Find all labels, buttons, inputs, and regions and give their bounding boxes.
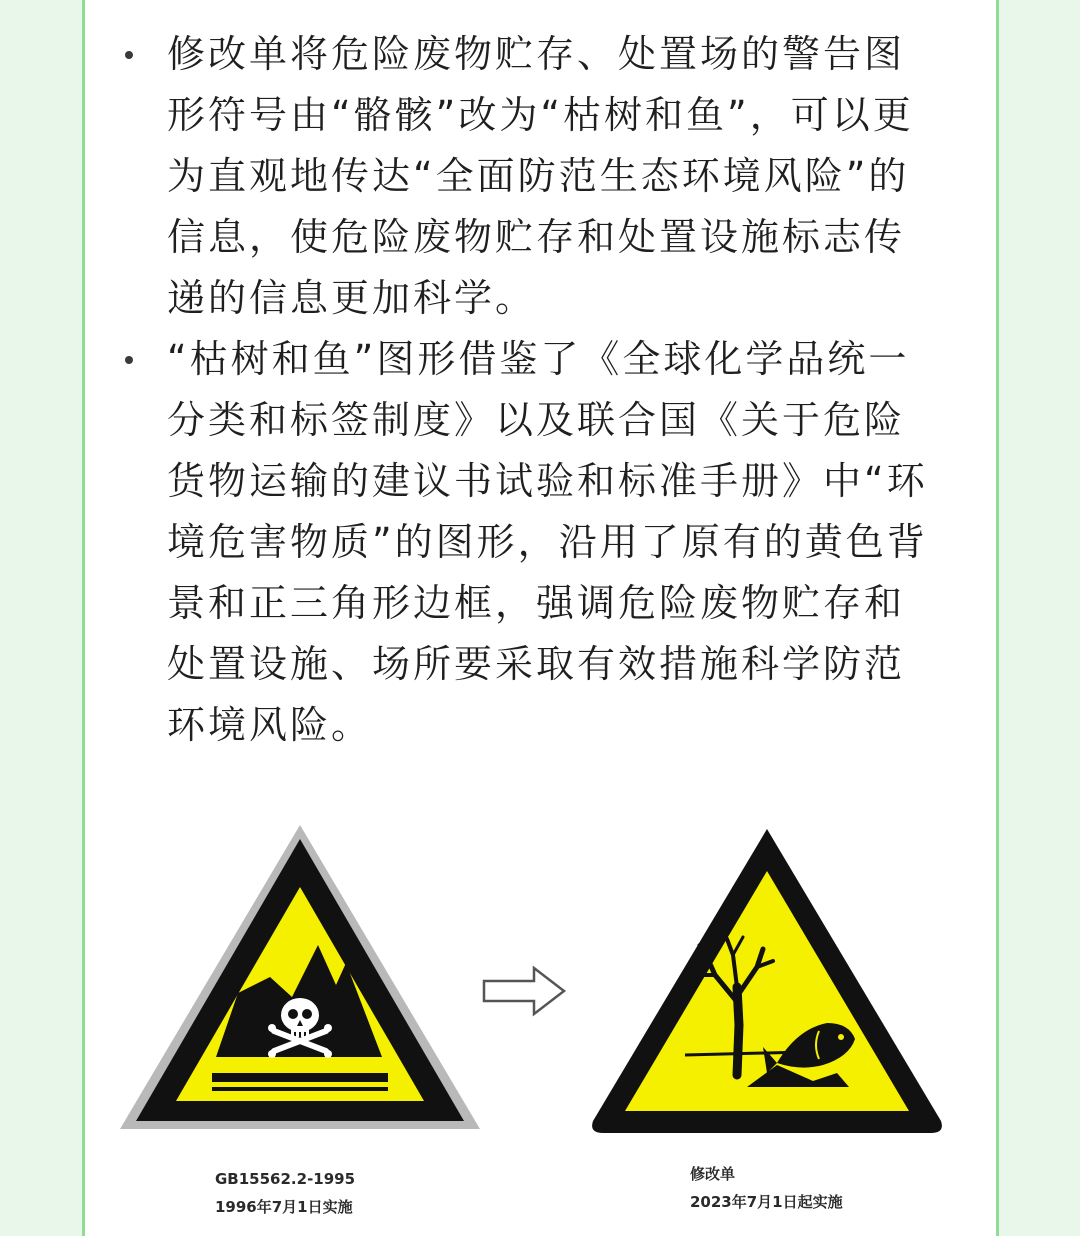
right-green-rule	[996, 0, 999, 1236]
bullet-item	[85, 329, 937, 756]
new-sign-title: 修改单	[690, 1165, 736, 1183]
article-card	[85, 0, 996, 1236]
bullet-dot	[125, 51, 133, 59]
right-arrow-icon	[482, 965, 568, 1017]
old-sign-effective-date: 1996年7月1日实施	[215, 1198, 353, 1216]
bullet-dot	[125, 356, 133, 364]
dead-tree-fish-warning-icon	[587, 825, 947, 1135]
bullet-text: “枯树和鱼”图形借鉴了《全球化学品统一分类和标签制度》以及联合国《关于危险货物运输的建议书试验和标准手册》中“环境危害物质”的图形，沿用了原有的黄色背景和正三角形边框，强调危险废物贮存和处置设施、场所要采取有效措施科学防范环境风险。	[167, 337, 928, 747]
old-sign-standard: GB15562.2-1995	[215, 1170, 356, 1188]
new-sign-effective-date: 2023年7月1日起实施	[690, 1193, 843, 1211]
new-sign-caption	[690, 1160, 843, 1216]
bullet-list	[85, 24, 996, 756]
bullet-item	[85, 24, 937, 329]
bullet-text: 修改单将危险废物贮存、处置场的警告图形符号由“骼骸”改为“枯树和鱼”，可以更为直观地传达“全面防范生态环境风险”的信息，使危险废物贮存和处置设施标志传递的信息更加科学。	[167, 32, 914, 320]
sign-comparison-figure	[85, 820, 996, 1236]
skull-crossbones-warning-icon	[120, 825, 480, 1135]
old-sign-caption	[215, 1165, 355, 1221]
